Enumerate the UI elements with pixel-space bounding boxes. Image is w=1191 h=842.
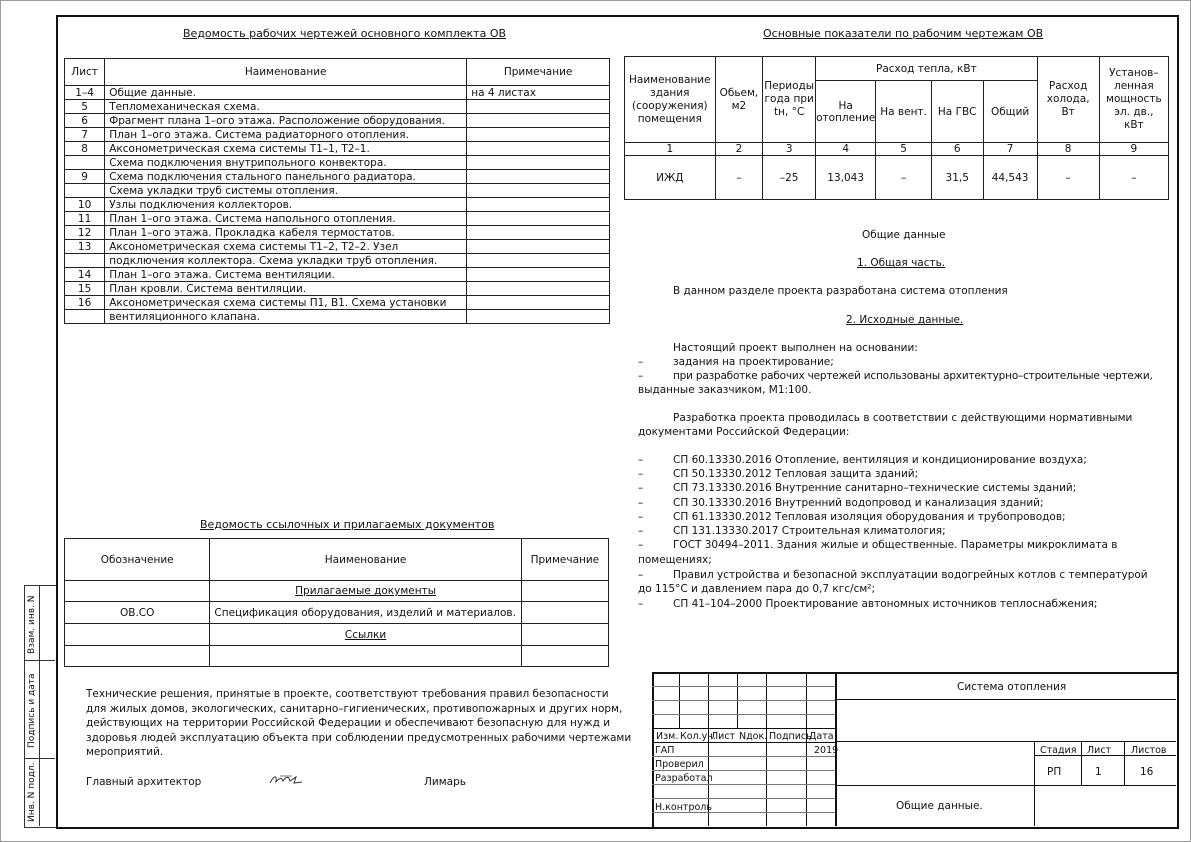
tb-col-list: Лист	[711, 731, 736, 742]
grid-line	[652, 728, 835, 729]
section2-title: 2. Исходные данные.	[846, 314, 964, 326]
statement-line: Технические решения, принятые в проекте, соответствуют требования правил безопасности	[86, 688, 609, 700]
cell-name: План 1–ого этажа. Система напольного отопления.	[105, 212, 467, 226]
bullet-dash: –	[638, 370, 644, 382]
cell-sheet: 12	[65, 226, 105, 240]
cell-sheet: 10	[65, 198, 105, 212]
col-number: 5	[876, 143, 932, 156]
col-number: 8	[1037, 143, 1099, 156]
col-number: 4	[816, 143, 876, 156]
table-row	[65, 254, 610, 268]
cell-hot-water: 31,5	[931, 156, 983, 200]
cell-name: Схема укладки труб системы отопления.	[105, 184, 467, 198]
table-row	[65, 198, 610, 212]
tb-sheets-label: Листов	[1131, 745, 1167, 756]
grid-line	[1124, 741, 1125, 785]
norm-item: СП 61.13330.2012 Тепловая изоляция оборудования и трубопроводов;	[673, 510, 1066, 523]
col-number: 1	[625, 143, 716, 156]
header-total: Общий	[983, 81, 1037, 143]
cell-name: вентиляционного клапана.	[105, 310, 467, 324]
bullet-dash: –	[638, 482, 644, 495]
tb-role-gap: ГАП	[655, 745, 675, 756]
cell-name: План кровли. Система вентиляции.	[105, 282, 467, 296]
cell-name: Аксонометрическая схема системы П1, В1. Схема установки	[105, 296, 467, 310]
col-number: 3	[763, 143, 816, 156]
cell-total: 44,543	[983, 156, 1037, 200]
cell-name: План 1–ого этажа. Система радиаторного отопления.	[105, 128, 467, 142]
cell-period: –25	[763, 156, 816, 200]
cell-name: Аксонометрическая схема системы Т1–2, Т2–2. Узел	[105, 240, 467, 254]
table-row	[65, 268, 610, 282]
cell-sheet	[65, 310, 105, 324]
tb-col-izm: Изм.	[656, 731, 679, 742]
cell-note	[467, 310, 610, 324]
cell-building: ИЖД	[625, 156, 716, 200]
cell-volume: –	[715, 156, 763, 200]
cell-note	[467, 296, 610, 310]
cell-name: Аксонометрическая схема системы Т1–1, Т2–1.	[105, 142, 467, 156]
cell-installed-power: –	[1099, 156, 1168, 200]
norms-intro-cont: документами Российской Федерации:	[638, 426, 850, 438]
header-period: Периоды года при tн, °С	[763, 57, 816, 143]
cell-note	[467, 212, 610, 226]
header-hot-water: На ГВС	[931, 81, 983, 143]
grid-line	[1034, 741, 1035, 826]
cell-heating: 13,043	[816, 156, 876, 200]
basis-intro: Настоящий проект выполнен на основании:	[673, 342, 918, 354]
cell-name: подключения коллектора. Схема укладки труб отопления.	[105, 254, 467, 268]
cell-note	[467, 268, 610, 282]
cell-sheet: 5	[65, 100, 105, 114]
grid-line	[652, 700, 835, 701]
side-strip-line	[24, 660, 55, 661]
col-number: 2	[715, 143, 763, 156]
bullet-dash: –	[638, 525, 644, 537]
original-inv-label: Инв. N подл.	[27, 762, 37, 822]
cell-sheet	[65, 156, 105, 170]
cell-sheet: 16	[65, 296, 105, 310]
section1-text: В данном разделе проекта разработана система отопления	[673, 285, 1008, 297]
cell-name: План 1–ого этажа. Система вентиляции.	[105, 268, 467, 282]
header-cooling: Расход холода, Вт	[1037, 57, 1099, 143]
table-row	[65, 240, 610, 254]
tb-col-date: Дата	[809, 731, 834, 742]
header-heating: На отопление	[816, 81, 876, 143]
norm-item: СП 73.13330.2016 Внутренние санитарно–технические системы зданий;	[673, 482, 1077, 495]
cell-note	[467, 128, 610, 142]
header-volume: Обьем, м2	[715, 57, 763, 143]
ref-note	[521, 602, 608, 624]
table-row	[65, 86, 610, 100]
cell-sheet: 8	[65, 142, 105, 156]
tb-col-koluch: Кол.уч.	[680, 731, 716, 742]
cell-sheet	[65, 184, 105, 198]
grid-line	[835, 699, 1176, 700]
cell-note	[467, 254, 610, 268]
cell-name: Тепломеханическая схема.	[105, 100, 467, 114]
statement-line: для жилых домов, экологических, санитарно–гигиенических, противопожарных и других норм,	[86, 702, 623, 715]
statement-line: здоровья людей эксплуатацию объекта при соблюдении предусмотренных рабочими чертежами	[86, 731, 632, 744]
links-title: Ссылки	[210, 624, 521, 646]
grid-line	[652, 714, 835, 715]
table-row	[65, 114, 610, 128]
norm-item: СП 60.13330.2016 Отопление, вентиляция и кондиционирование воздуха;	[673, 454, 1087, 466]
tb-sheet-title: Общие данные.	[896, 800, 983, 812]
ref-designation: ОВ.СО	[65, 602, 210, 624]
cell-cooling: –	[1037, 156, 1099, 200]
sheet-index-title: Ведомость рабочих чертежей основного комплекта ОВ	[183, 27, 507, 40]
statement-line: действующих на территории Российской Федерации и обеспечивают безопасную для нужд и	[86, 717, 611, 729]
cell-sheet	[65, 254, 105, 268]
basis-item: при разработке рабочих чертежей использованы архитектурно–строительные чертежи,	[673, 370, 1153, 382]
statement-line: мероприятий.	[86, 746, 164, 758]
tb-stage-label: Стадия	[1040, 745, 1077, 756]
tb-sheet: 1	[1095, 766, 1102, 778]
bullet-dash: –	[638, 539, 644, 552]
col-number: 7	[983, 143, 1037, 156]
bullet-dash: –	[638, 496, 644, 509]
norm-item: СП 131.13330.2017 Строительная климатология;	[673, 525, 946, 537]
cell-name: Фрагмент плана 1–ого этажа. Расположение оборудования.	[105, 114, 467, 128]
norm-boiler: Правил устройства и безопасной эксплуатации водогрейных котлов с температурой	[673, 569, 1148, 581]
table-row	[65, 212, 610, 226]
tb-col-signature: Подпись	[769, 731, 812, 742]
norm-gost-cont: помещениях;	[638, 554, 712, 566]
tb-role-normcontrol: Н.контроль	[655, 802, 712, 813]
bullet-dash: –	[638, 454, 644, 466]
grid-line	[835, 785, 1176, 786]
bullet-dash: –	[638, 598, 644, 610]
cell-name: Общие данные.	[105, 86, 467, 100]
basis-item: задания на проектирование;	[673, 356, 834, 368]
cell-name: Узлы подключения коллекторов.	[105, 198, 467, 212]
bullet-dash: –	[638, 569, 644, 581]
header-note: Примечание	[521, 539, 608, 581]
cell-sheet: 14	[65, 268, 105, 282]
norm-item: СП 30.13330.2016 Внутренний водопровод и канализация зданий;	[673, 496, 1044, 509]
cell-note: на 4 листах	[467, 86, 610, 100]
cell-sheet: 11	[65, 212, 105, 226]
grid-line	[652, 784, 835, 785]
cell-note	[467, 184, 610, 198]
table-row	[65, 184, 610, 198]
grid-line	[1081, 741, 1082, 785]
ref-docs-title: Ведомость ссылочных и прилагаемых документов	[200, 518, 495, 531]
ref-name: Спецификация оборудования, изделий и материалов.	[210, 602, 521, 624]
attached-docs-title: Прилагаемые документы	[210, 581, 521, 602]
table-row	[65, 100, 610, 114]
cell-note	[467, 114, 610, 128]
norm-item: СП 50.13330.2012 Тепловая защита зданий;	[673, 468, 919, 481]
cell-name: Схема подключения стального панельного радиатора.	[105, 170, 467, 184]
norm-item: ГОСТ 30494–2011. Здания жилые и общественные. Параметры микроклимата в	[673, 539, 1118, 552]
header-sheet: Лист	[65, 59, 105, 86]
table-row	[65, 156, 610, 170]
cell-note	[467, 156, 610, 170]
table-row	[65, 142, 610, 156]
table-row	[65, 310, 610, 324]
tb-stage: РП	[1047, 766, 1062, 778]
header-name: Наименование	[210, 539, 521, 581]
basis-item-cont: выданные заказчиком, М1:100.	[638, 384, 812, 396]
table-row	[65, 128, 610, 142]
header-note: Примечание	[467, 59, 610, 86]
chief-architect-label: Главный архитектор	[86, 776, 202, 788]
side-strip-line	[24, 758, 55, 759]
cell-note	[467, 282, 610, 296]
grid-line	[652, 770, 835, 771]
bullet-dash: –	[638, 468, 644, 481]
header-building: Наименование здания (сооружения) помещения	[625, 57, 716, 143]
signature-image	[268, 771, 304, 785]
grid-line	[652, 798, 835, 799]
cell-note	[467, 100, 610, 114]
tb-sheet-label: Лист	[1087, 745, 1112, 756]
cell-note	[467, 170, 610, 184]
norms-intro: Разработка проекта проводилась в соответствии с действующими нормативными	[673, 412, 1133, 424]
header-designation: Обозначение	[65, 539, 210, 581]
cell-note	[467, 226, 610, 240]
replacement-inv-label: Взам. инв. N	[27, 595, 37, 654]
bullet-dash: –	[638, 510, 644, 523]
cell-sheet: 9	[65, 170, 105, 184]
cell-vent: –	[876, 156, 932, 200]
col-number: 9	[1099, 143, 1168, 156]
grid-line	[652, 742, 835, 743]
tb-year: 2019	[814, 745, 839, 756]
tb-project-name: Система отопления	[957, 681, 1067, 693]
indicators-table	[624, 56, 1169, 200]
cell-name: Схема подключения внутрипольного конвектора.	[105, 156, 467, 170]
header-heat-group: Расход тепла, кВт	[816, 57, 1038, 81]
grid-line	[652, 756, 835, 757]
side-strip-divider	[39, 585, 40, 826]
cell-note	[467, 240, 610, 254]
table-row	[65, 170, 610, 184]
header-name: Наименование	[105, 59, 467, 86]
grid-line	[652, 686, 835, 687]
table-row	[65, 296, 610, 310]
col-number: 6	[931, 143, 983, 156]
cell-name: План 1–ого этажа. Прокладка кабеля термостатов.	[105, 226, 467, 240]
cell-sheet: 7	[65, 128, 105, 142]
cell-note	[467, 142, 610, 156]
bullet-dash: –	[638, 356, 644, 368]
cell-sheet: 1–4	[65, 86, 105, 100]
cell-note	[467, 198, 610, 212]
general-heading: Общие данные	[862, 229, 946, 241]
tb-role-checked: Проверил	[655, 759, 704, 770]
norm-last: СП 41–104–2000 Проектирование автономных источников теплоснабжения;	[673, 598, 1098, 610]
tb-col-ndok: Nдок.	[739, 731, 768, 742]
tb-role-developed: Разработал	[655, 773, 713, 784]
cell-sheet: 6	[65, 114, 105, 128]
header-vent: На вент.	[876, 81, 932, 143]
table-row	[65, 226, 610, 240]
signature-date-label: Подпись и дата	[27, 673, 37, 748]
norm-boiler-cont: до 115°С и давлением пара до 0,7 кгс/см²;	[638, 583, 876, 595]
cell-sheet: 13	[65, 240, 105, 254]
surname: Лимарь	[424, 776, 466, 788]
tb-sheets: 16	[1140, 766, 1154, 778]
section1-title: 1. Общая часть.	[857, 257, 946, 269]
indicators-title: Основные показатели по рабочим чертежам ОВ	[763, 27, 1044, 40]
ref-docs-table	[64, 538, 609, 667]
cell-sheet: 15	[65, 282, 105, 296]
header-installed-power: Установ– ленная мощность эл. дв., кВт	[1099, 57, 1168, 143]
sheet-index-table	[64, 58, 610, 324]
table-row	[65, 282, 610, 296]
